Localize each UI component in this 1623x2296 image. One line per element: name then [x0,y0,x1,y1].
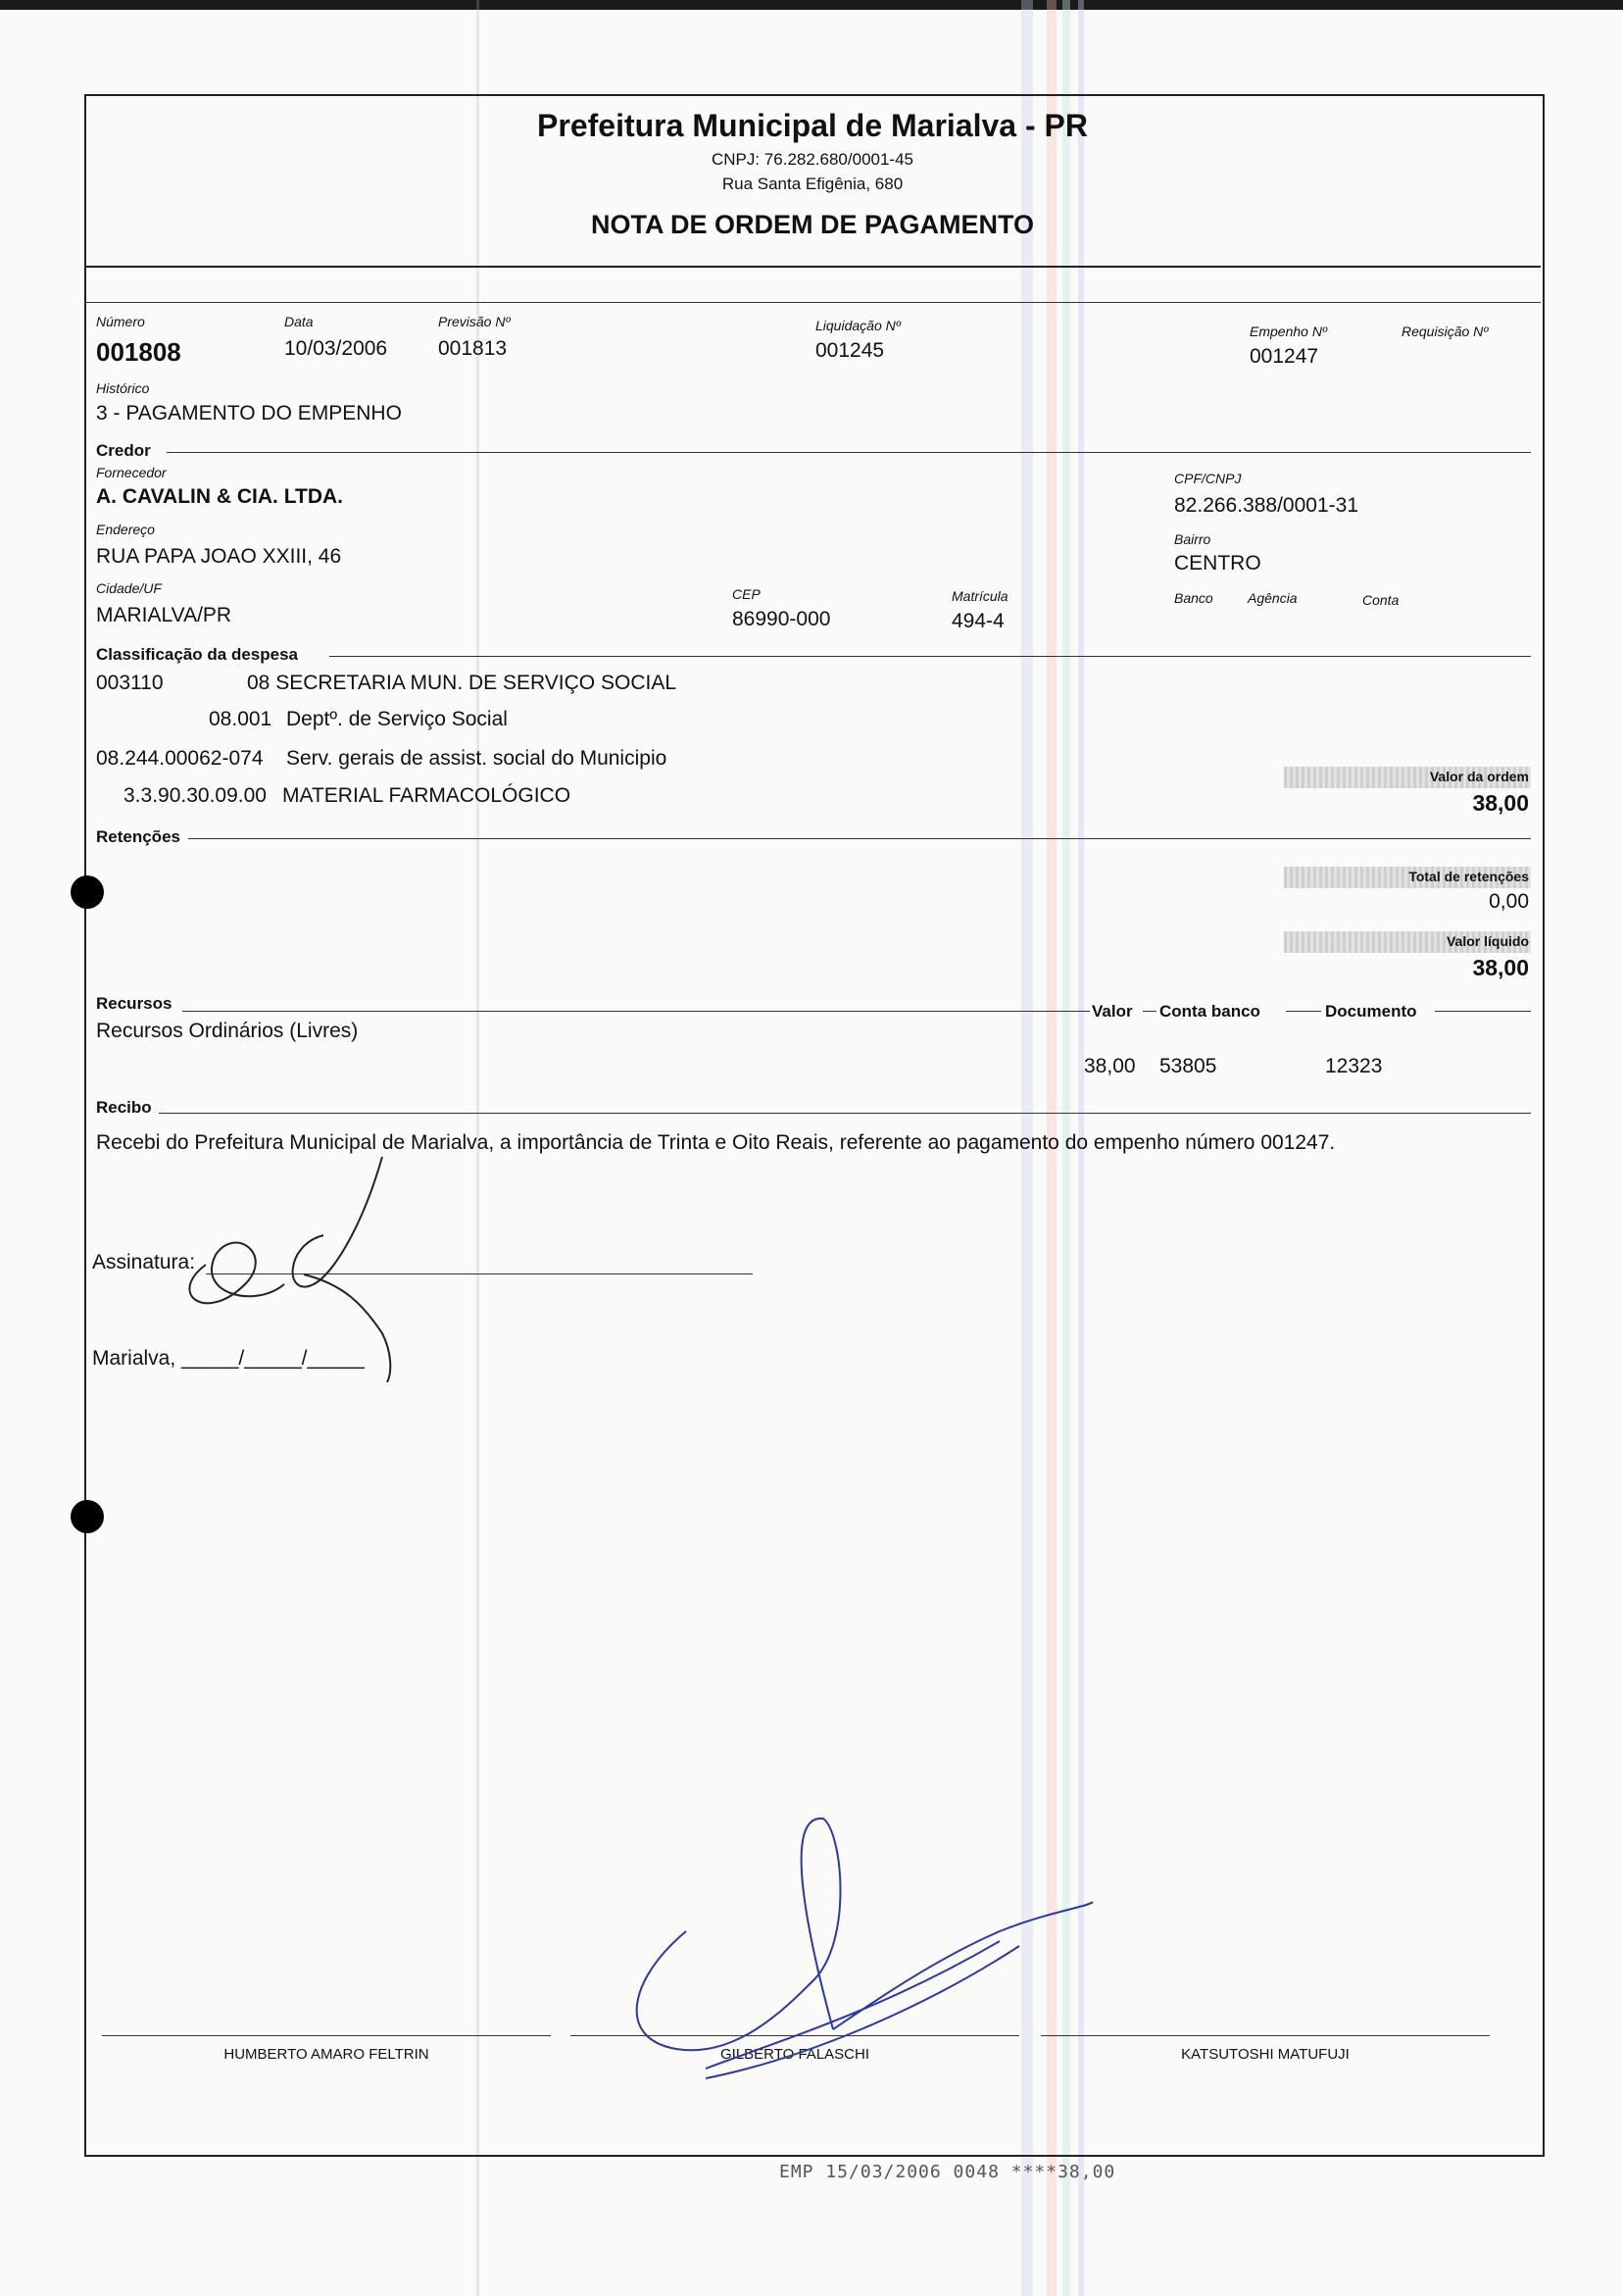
numero-label: Número [96,314,145,329]
fornecedor-value: A. CAVALIN & CIA. LTDA. [96,485,343,508]
bairro-value: CENTRO [1174,552,1261,574]
hole-punch [71,875,104,909]
empenho-value: 001247 [1250,345,1319,368]
class-desc: MATERIAL FARMACOLÓGICO [282,784,571,807]
signatory-name: KATSUTOSHI MATUFUJI [1181,2046,1350,2063]
empenho-label: Empenho Nº [1250,324,1328,339]
agencia-label: Agência [1248,590,1298,606]
class-code: 3.3.90.30.09.00 [123,784,267,807]
divider [188,838,1531,839]
recursos-section: Recursos [96,994,172,1013]
cidade-label: Cidade/UF [96,580,162,596]
liquidacao-value: 001245 [815,339,885,362]
previsao-label: Previsão Nº [438,314,511,329]
total-retencoes-value: 0,00 [1489,890,1529,913]
requisicao-label: Requisição Nº [1402,324,1489,339]
hole-punch [71,1500,104,1533]
matricula-label: Matrícula [952,588,1008,604]
recursos-descricao: Recursos Ordinários (Livres) [96,1020,359,1042]
previsao-value: 001813 [438,337,508,360]
matricula-value: 494-4 [952,610,1005,632]
divider [1435,1011,1531,1012]
cpf-label: CPF/CNPJ [1174,471,1242,486]
bairro-label: Bairro [1174,531,1211,547]
cep-label: CEP [732,586,761,602]
classificacao-section: Classificação da despesa [96,645,299,664]
class-desc: Serv. gerais de assist. social do Municipio [286,747,667,770]
municipality-title: Prefeitura Municipal de Marialva - PR [537,108,1088,143]
total-retencoes-label: Total de retenções [1408,869,1529,884]
header-box [84,94,1541,268]
historico-value: 3 - PAGAMENTO DO EMPENHO [96,402,402,424]
class-code: 08.244.00062-074 [96,747,264,770]
data-label: Data [284,314,314,329]
cnpj-line: CNPJ: 76.282.680/0001-45 [711,150,914,169]
class-desc: Deptº. de Serviço Social [286,708,508,730]
divider [182,1011,1090,1012]
divider [84,302,1541,303]
signature-line [1041,2035,1490,2036]
cpf-value: 82.266.388/0001-31 [1174,494,1359,517]
recursos-conta-label: Conta banco [1159,1002,1260,1021]
signatory-name: GILBERTO FALASCHI [720,2046,869,2063]
scan-top-edge [0,0,1623,10]
address-line: Rua Santa Efigênia, 680 [721,175,904,193]
recursos-valor-label: Valor [1092,1002,1133,1021]
cidade-value: MARIALVA/PR [96,604,232,626]
endereco-value: RUA PAPA JOAO XXIII, 46 [96,545,342,568]
valor-ordem-label: Valor da ordem [1429,769,1529,784]
signatory-name: HUMBERTO AMARO FELTRIN [223,2046,429,2063]
recibo-text: Recebi do Prefeitura Municipal de Marialva, a importância de Trinta e Oito Reais, referente ao pagamento do empenho número 001247. [96,1131,1336,1154]
recursos-valor: 38,00 [1084,1055,1136,1077]
recursos-conta: 53805 [1159,1055,1217,1077]
valor-ordem-value: 38,00 [1472,790,1529,816]
retencoes-section: Retenções [96,827,180,846]
divider [1286,1011,1321,1012]
cep-value: 86990-000 [732,608,831,630]
endereco-label: Endereço [96,522,155,537]
liquidacao-label: Liquidação Nº [815,318,901,333]
credor-section: Credor [96,441,151,460]
assinatura-label: Assinatura: [92,1251,196,1273]
divider [1143,1011,1156,1012]
divider [159,1113,1531,1114]
divider [329,656,1531,657]
recursos-documento-label: Documento [1325,1002,1417,1021]
official-signature [608,1814,1098,2127]
banco-label: Banco [1174,590,1213,606]
class-desc: 08 SECRETARIA MUN. DE SERVIÇO SOCIAL [247,672,677,694]
valor-liquido-label: Valor líquido [1446,933,1529,949]
recibo-section: Recibo [96,1098,152,1117]
signature-line [102,2035,551,2036]
document-title: NOTA DE ORDEM DE PAGAMENTO [590,210,1034,239]
numero-value: 001808 [96,337,181,367]
class-code: 08.001 [209,708,272,730]
divider [167,452,1531,453]
conta-label: Conta [1362,592,1400,608]
processing-stamp: EMP 15/03/2006 0048 ****38,00 [779,2162,1116,2182]
recursos-documento: 12323 [1325,1055,1383,1077]
data-value: 10/03/2006 [284,337,388,360]
valor-liquido-value: 38,00 [1472,955,1529,980]
local-date-label: Marialva, _____/_____/_____ [92,1347,365,1370]
historico-label: Histórico [96,380,150,396]
class-code: 003110 [96,672,164,694]
fornecedor-label: Fornecedor [96,465,167,480]
receipt-signature [147,1137,402,1382]
